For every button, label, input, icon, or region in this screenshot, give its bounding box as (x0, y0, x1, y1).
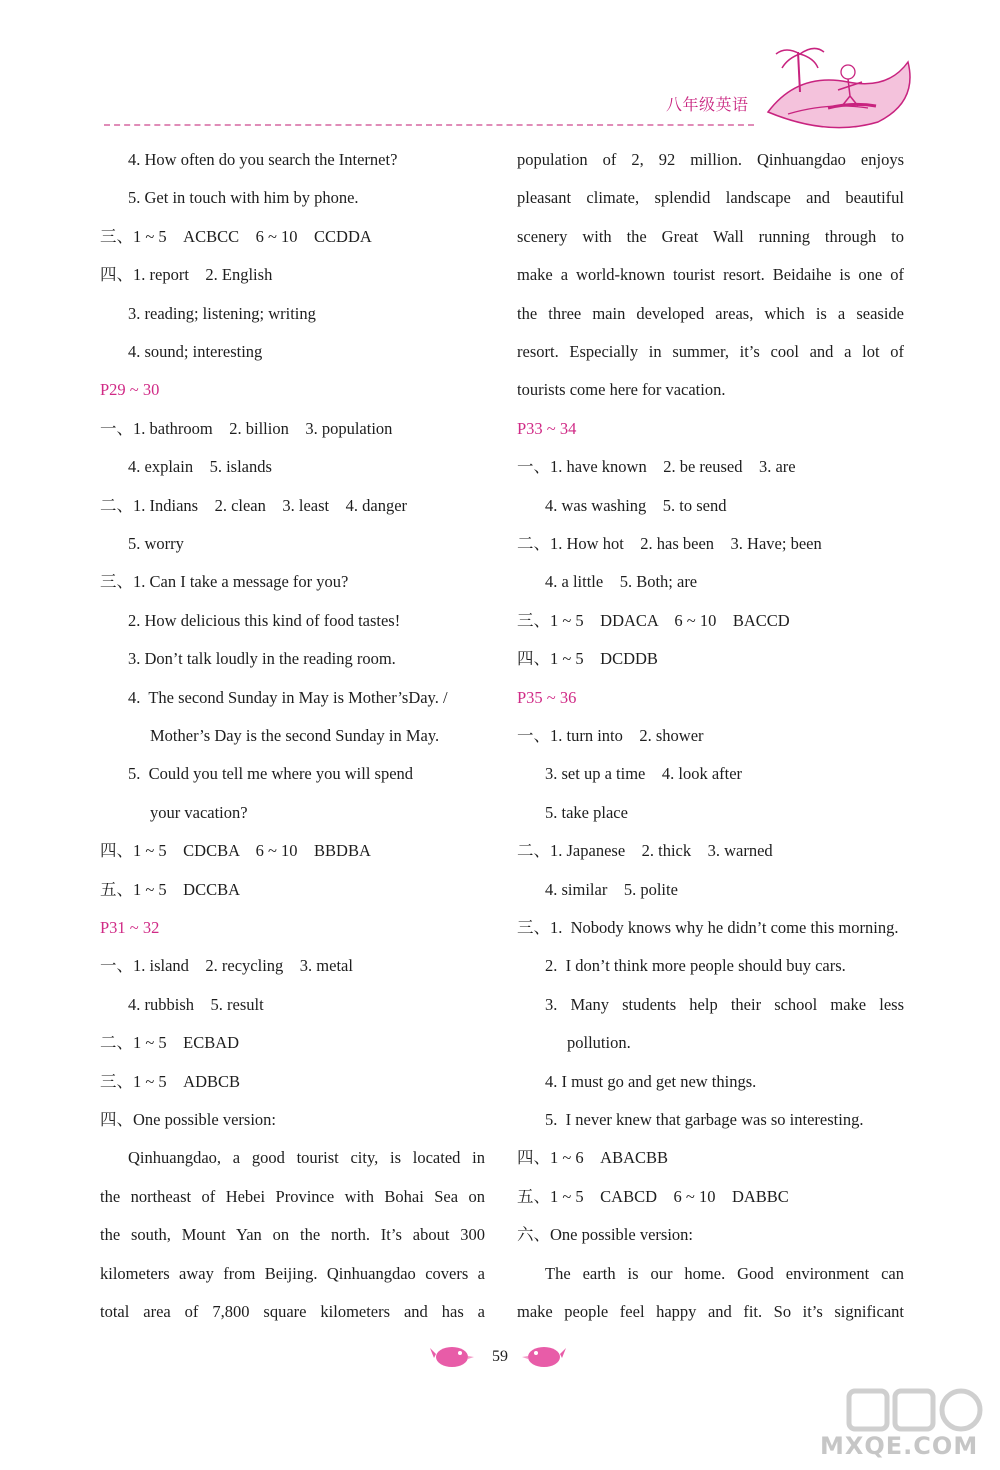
answer-line: make a world-known tourist resort. Beidaihe is one of (517, 265, 904, 285)
answer-line: 一、1. have known 2. be reused 3. are (517, 457, 796, 477)
answer-line: the northeast of Hebei Province with Bohai Sea on (100, 1186, 485, 1206)
answer-line: 二、1. Indians 2. clean 3. least 4. danger (100, 495, 408, 515)
answer-line: 四、1 ~ 6 ABACBB (517, 1148, 669, 1168)
answer-line: 5. take place (545, 802, 628, 822)
header-subject-title: 八年级英语 (666, 95, 749, 114)
answer-line: make people feel happy and fit. So it’s significant (517, 1302, 904, 1321)
section-heading: P33 ~ 34 (517, 418, 577, 438)
answer-line: 5. Get in touch with him by phone. (128, 188, 359, 208)
answer-line: 4. was washing 5. to send (545, 495, 727, 515)
answer-line: 4. How often do you search the Internet? (128, 150, 398, 169)
answer-line: 4. a little 5. Both; are (545, 572, 698, 592)
answer-line: tourists come here for vacation. (517, 380, 726, 400)
answer-line: scenery with the Great Wall running through to (517, 226, 904, 246)
section-heading: P29 ~ 30 (100, 380, 160, 400)
answer-line: 四、1 ~ 5 DCDDB (517, 649, 658, 669)
answer-line: 四、One possible version: (100, 1110, 276, 1129)
answer-line: 5. I never knew that garbage was so interesting. (545, 1110, 864, 1129)
section-heading: P35 ~ 36 (517, 687, 577, 707)
answer-line: Mother’s Day is the second Sunday in May. (150, 726, 440, 745)
answer-line: 一、1. turn into 2. shower (517, 726, 704, 745)
answer-line: 3. Many students help their school make less (545, 994, 904, 1014)
header-divider (104, 124, 754, 126)
watermark-text: MXQE.COM (820, 1432, 979, 1460)
answer-line: The earth is our home. Good environment can (545, 1263, 904, 1283)
answer-line: 三、1 ~ 5 ADBCB (100, 1071, 241, 1091)
answer-line: 2. I don’t think more people should buy cars. (545, 956, 846, 976)
answer-line: 4. rubbish 5. result (128, 994, 264, 1014)
answer-line: 4. explain 5. islands (128, 457, 272, 477)
answer-line: your vacation? (150, 802, 248, 822)
surfer-illustration (758, 42, 918, 134)
answer-line: 4. sound; interesting (128, 342, 263, 361)
answer-line: 4. The second Sunday in May is Mother’sDay. / (128, 687, 448, 707)
answer-line: 3. set up a time 4. look after (545, 764, 743, 784)
answer-line: 5. worry (128, 534, 184, 553)
answer-line: kilometers away from Beijing. Qinhuangdao covers a (100, 1263, 485, 1283)
answer-line: 二、1. How hot 2. has been 3. Have; been (517, 534, 822, 553)
bird-right-icon (522, 1342, 566, 1370)
answer-line: 三、1 ~ 5 DDACA 6 ~ 10 BACCD (517, 610, 790, 630)
answer-line: 五、1 ~ 5 CABCD 6 ~ 10 DABBC (517, 1186, 789, 1206)
answer-line: 3. reading; listening; writing (128, 303, 316, 323)
answer-line: 二、1 ~ 5 ECBAD (100, 1033, 240, 1053)
answer-line: 二、1. Japanese 2. thick 3. warned (517, 841, 773, 861)
answer-line: 3. Don’t talk loudly in the reading room. (128, 649, 396, 669)
answer-line: 五、1 ~ 5 DCCBA (100, 879, 241, 899)
answer-line: 一、1. bathroom 2. billion 3. population (100, 418, 393, 438)
answer-line: pollution. (567, 1033, 631, 1053)
watermark-logo (845, 1385, 985, 1435)
answer-line: Qinhuangdao, a good tourist city, is located in (128, 1148, 485, 1168)
answer-line: 5. Could you tell me where you will spend (128, 764, 414, 784)
answer-line: 4. similar 5. polite (545, 879, 678, 899)
bird-left-icon (430, 1342, 474, 1370)
answer-line: 四、1 ~ 5 CDCBA 6 ~ 10 BBDBA (100, 841, 371, 861)
answer-line: the three main developed areas, which is a seaside (517, 303, 904, 323)
answer-line: 三、1. Nobody knows why he didn’t come this morning. (517, 918, 899, 937)
answer-line: resort. Especially in summer, it’s cool and a lot of (517, 342, 904, 361)
answer-line: 三、1 ~ 5 ACBCC 6 ~ 10 CCDDA (100, 226, 372, 246)
page-number: 59 (492, 1348, 508, 1365)
answer-line: total area of 7,800 square kilometers and has a (100, 1302, 485, 1321)
answer-line: 4. I must go and get new things. (545, 1071, 757, 1091)
answer-line: 2. How delicious this kind of food tastes! (128, 610, 401, 630)
answer-line: pleasant climate, splendid landscape and beautiful (517, 188, 904, 208)
answer-line: 六、One possible version: (517, 1225, 693, 1245)
answer-line: the south, Mount Yan on the north. It’s about 300 (100, 1225, 485, 1245)
answer-line: 一、1. island 2. recycling 3. metal (100, 956, 353, 976)
answer-line: population of 2, 92 million. Qinhuangdao enjoys (517, 150, 904, 169)
answer-line: 四、1. report 2. English (100, 265, 273, 285)
answer-line: 三、1. Can I take a message for you? (100, 572, 349, 592)
section-heading: P31 ~ 32 (100, 918, 160, 937)
